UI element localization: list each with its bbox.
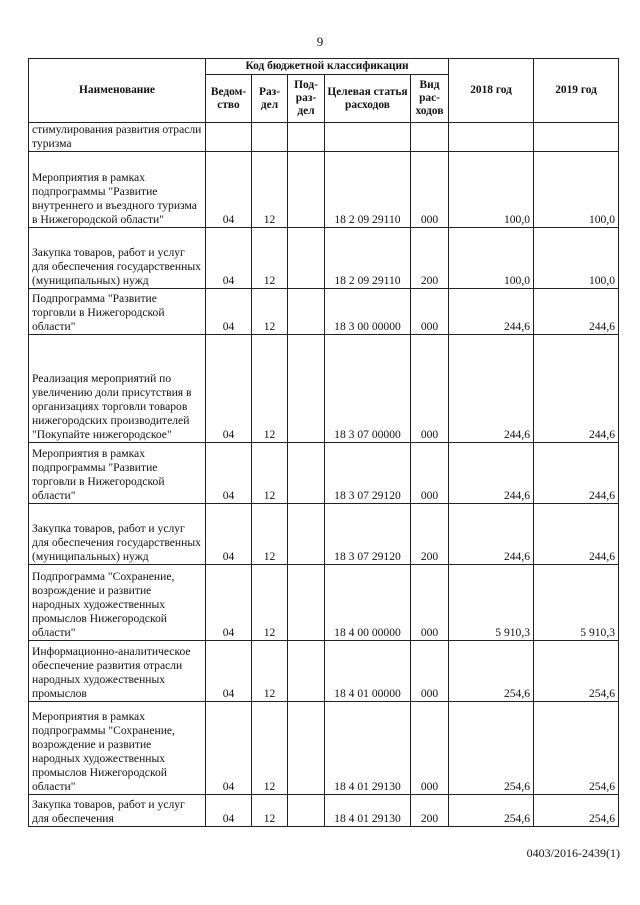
header-name: Наименование <box>29 59 206 123</box>
row-vid-rashodov: 000 <box>411 289 449 335</box>
row-name: Мероприятия в рамках подпрограммы "Развитие внутреннего и въездного туризма в Нижегородской области" <box>29 152 206 228</box>
row-vedomstvo: 04 <box>206 152 252 228</box>
row-celevaya-statya: 18 3 07 29120 <box>325 443 411 504</box>
row-value-2018: 244,6 <box>449 504 534 565</box>
row-celevaya-statya: 18 2 09 29110 <box>325 228 411 289</box>
header-podrazdel: Под-раз-дел <box>288 75 325 123</box>
row-name: Закупка товаров, работ и услуг для обеспечения государственных (муниципальных) нужд <box>29 228 206 289</box>
table-row <box>29 443 619 504</box>
header-vid-rashodov: Вид рас-ходов <box>411 75 449 123</box>
row-value-2019: 254,6 <box>534 702 619 795</box>
header-budget-code: Код бюджетной классификации <box>206 59 449 75</box>
row-celevaya-statya: 18 2 09 29110 <box>325 152 411 228</box>
row-value-2018: 244,6 <box>449 289 534 335</box>
row-value-2019 <box>534 123 619 152</box>
row-celevaya-statya: 18 4 01 29130 <box>325 702 411 795</box>
budget-table <box>28 58 619 827</box>
table-row <box>29 504 619 565</box>
row-vedomstvo: 04 <box>206 228 252 289</box>
row-name: стимулирования развития отрасли туризма <box>29 123 206 152</box>
row-name: Реализация мероприятий по увеличению доли присутствия в организациях торговли товаров нижегородских производителей "Покупайте нижегородское" <box>29 335 206 443</box>
row-podrazdel <box>288 702 325 795</box>
row-podrazdel <box>288 504 325 565</box>
row-vedomstvo: 04 <box>206 443 252 504</box>
table-row <box>29 795 619 827</box>
row-podrazdel <box>288 289 325 335</box>
row-value-2019: 244,6 <box>534 289 619 335</box>
row-celevaya-statya: 18 3 00 00000 <box>325 289 411 335</box>
row-name: Подпрограмма "Развитие торговли в Нижегородской области" <box>29 289 206 335</box>
row-vid-rashodov: 000 <box>411 152 449 228</box>
row-vedomstvo: 04 <box>206 565 252 641</box>
row-vid-rashodov: 000 <box>411 565 449 641</box>
row-value-2018: 244,6 <box>449 443 534 504</box>
header-celevaya-statya: Целевая статья расходов <box>325 75 411 123</box>
row-celevaya-statya: 18 4 01 29130 <box>325 795 411 827</box>
row-vedomstvo: 04 <box>206 641 252 702</box>
row-razdel: 12 <box>252 228 288 289</box>
row-vedomstvo: 04 <box>206 702 252 795</box>
row-vid-rashodov: 200 <box>411 504 449 565</box>
row-vid-rashodov: 000 <box>411 335 449 443</box>
row-razdel: 12 <box>252 289 288 335</box>
row-celevaya-statya: 18 4 01 00000 <box>325 641 411 702</box>
table-row <box>29 152 619 228</box>
row-celevaya-statya <box>325 123 411 152</box>
table-row <box>29 123 619 152</box>
row-podrazdel <box>288 443 325 504</box>
row-podrazdel <box>288 152 325 228</box>
header-razdel: Раз-дел <box>252 75 288 123</box>
row-value-2019: 244,6 <box>534 504 619 565</box>
row-vid-rashodov: 000 <box>411 641 449 702</box>
row-value-2018: 254,6 <box>449 702 534 795</box>
row-vedomstvo <box>206 123 252 152</box>
row-razdel: 12 <box>252 795 288 827</box>
row-razdel: 12 <box>252 641 288 702</box>
row-vedomstvo: 04 <box>206 289 252 335</box>
row-razdel: 12 <box>252 335 288 443</box>
page-number: 9 <box>316 34 324 49</box>
row-razdel: 12 <box>252 443 288 504</box>
table-row <box>29 565 619 641</box>
row-value-2018: 5 910,3 <box>449 565 534 641</box>
row-podrazdel <box>288 123 325 152</box>
row-podrazdel <box>288 565 325 641</box>
row-value-2018: 254,6 <box>449 795 534 827</box>
row-value-2018: 244,6 <box>449 335 534 443</box>
row-value-2019: 5 910,3 <box>534 565 619 641</box>
row-podrazdel <box>288 228 325 289</box>
row-razdel: 12 <box>252 565 288 641</box>
row-celevaya-statya: 18 3 07 00000 <box>325 335 411 443</box>
row-value-2019: 254,6 <box>534 795 619 827</box>
row-name: Мероприятия в рамках подпрограммы "Сохранение, возрождение и развитие народных художественных промыслов Нижегородской области" <box>29 702 206 795</box>
row-name: Подпрограмма "Сохранение, возрождение и развитие народных художественных промыслов Нижегородской области" <box>29 565 206 641</box>
row-vedomstvo: 04 <box>206 335 252 443</box>
row-name: Мероприятия в рамках подпрограммы "Развитие торговли в Нижегородской области" <box>29 443 206 504</box>
table-row <box>29 641 619 702</box>
row-value-2019: 100,0 <box>534 152 619 228</box>
header-vedomstvo: Ведом-ство <box>206 75 252 123</box>
header-2019: 2019 год <box>534 59 619 123</box>
header-2018: 2018 год <box>449 59 534 123</box>
document-code: 0403/2016-2439(1) <box>526 846 620 860</box>
table-row <box>29 335 619 443</box>
table-row <box>29 289 619 335</box>
row-vid-rashodov: 200 <box>411 795 449 827</box>
row-name: Закупка товаров, работ и услуг для обеспечения <box>29 795 206 827</box>
row-name: Закупка товаров, работ и услуг для обеспечения государственных (муниципальных) нужд <box>29 504 206 565</box>
row-value-2018: 100,0 <box>449 228 534 289</box>
row-celevaya-statya: 18 3 07 29120 <box>325 504 411 565</box>
row-razdel <box>252 123 288 152</box>
table-row <box>29 702 619 795</box>
row-vedomstvo: 04 <box>206 504 252 565</box>
row-vid-rashodov <box>411 123 449 152</box>
row-value-2019: 244,6 <box>534 335 619 443</box>
table-row <box>29 228 619 289</box>
row-celevaya-statya: 18 4 00 00000 <box>325 565 411 641</box>
row-name: Информационно-аналитическое обеспечение развития отрасли народных художественных промыслов <box>29 641 206 702</box>
row-value-2018: 100,0 <box>449 152 534 228</box>
row-value-2018: 254,6 <box>449 641 534 702</box>
row-value-2019: 244,6 <box>534 443 619 504</box>
budget-table-body <box>29 123 619 827</box>
row-razdel: 12 <box>252 702 288 795</box>
row-podrazdel <box>288 795 325 827</box>
row-value-2018 <box>449 123 534 152</box>
row-value-2019: 100,0 <box>534 228 619 289</box>
row-vid-rashodov: 000 <box>411 702 449 795</box>
row-podrazdel <box>288 641 325 702</box>
row-vedomstvo: 04 <box>206 795 252 827</box>
row-razdel: 12 <box>252 504 288 565</box>
row-razdel: 12 <box>252 152 288 228</box>
row-podrazdel <box>288 335 325 443</box>
row-value-2019: 254,6 <box>534 641 619 702</box>
row-vid-rashodov: 200 <box>411 228 449 289</box>
row-vid-rashodov: 000 <box>411 443 449 504</box>
